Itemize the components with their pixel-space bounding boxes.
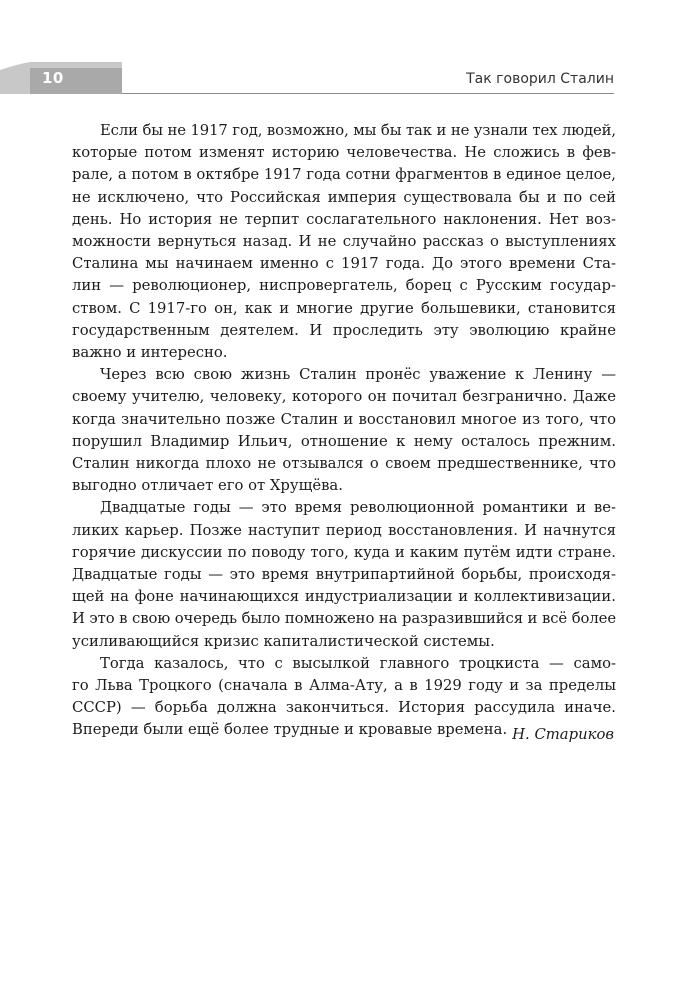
text-line: выгодно отличает его от Хрущёва. <box>72 477 343 495</box>
text-line: своему учителю, человеку, которого он почитал безгранично. Даже <box>72 388 616 406</box>
text-line: ством. С 1917-го он, как и многие другие большевики, становится <box>72 299 616 317</box>
text-line: можности вернуться назад. И не случайно рассказ о выступлениях <box>72 233 616 251</box>
text-line: горячие дискуссии по поводу того, куда и каким путём идти стране. <box>72 543 616 561</box>
text-line: Двадцатые годы — это время революционной романтики и ве- <box>100 499 616 517</box>
text-line: Впереди были ещё более трудные и кровавые времена. <box>72 721 508 739</box>
text-line: которые потом изменят историю человечества. Не сложись в фев- <box>72 144 616 162</box>
body-text <box>72 120 616 742</box>
text-line: Через всю свою жизнь Сталин пронёс уважение к Ленину — <box>100 366 616 384</box>
author-signature: Н. Стариков <box>512 726 614 743</box>
paragraph-2 <box>72 364 616 497</box>
text-line: Если бы не 1917 год, возможно, мы бы так и не узнали тех людей, <box>100 122 616 139</box>
text-line: СССР) — борьба должна закончиться. История рассудила иначе. <box>72 699 616 717</box>
header-rule <box>122 93 614 94</box>
running-title: Так говорил Сталин <box>466 71 614 87</box>
text-line: лин — революционер, ниспровергатель, борец с Русским государ- <box>72 277 616 295</box>
text-line: И это в свою очередь было помножено на разразившийся и всё более <box>72 610 616 628</box>
text-line: ликих карьер. Позже наступит период восстановления. И начнутся <box>72 521 616 539</box>
text-line: Сталин никогда плохо не отзывался о своем предшественнике, что <box>72 455 616 473</box>
text-line: государственным деятелем. И проследить эту эволюцию крайне <box>72 321 616 339</box>
paragraph-3 <box>72 497 616 652</box>
text-line: Двадцатые годы — это время внутрипартийной борьбы, происходя- <box>72 566 616 584</box>
text-line: Сталина мы начинаем именно с 1917 года. До этого времени Ста- <box>72 255 616 273</box>
text-line: когда значительно позже Сталин и восстановил многое из того, что <box>72 410 616 428</box>
text-line: Тогда казалось, что с высылкой главного троцкиста — само- <box>100 654 616 672</box>
page-number: 10 <box>42 69 64 87</box>
text-line: рале, а потом в октябре 1917 года сотни фрагментов в единое целое, <box>72 166 616 184</box>
text-line: день. Но история не терпит сослагательного наклонения. Нет воз- <box>72 210 616 228</box>
text-line: важно и интересно. <box>72 344 228 362</box>
text-line: усиливающийся кризис капиталистической системы. <box>72 632 495 650</box>
text-line: порушил Владимир Ильич, отношение к нему осталось прежним. <box>72 432 616 450</box>
paragraph-1 <box>72 120 616 364</box>
text-line: го Льва Троцкого (сначала в Алма-Ату, а в 1929 году и за пределы <box>72 677 616 695</box>
text-line: не исключено, что Российская империя существовала бы и по сей <box>72 188 616 206</box>
text-line: щей на фоне начинающихся индустриализации и коллективизации. <box>72 588 616 606</box>
